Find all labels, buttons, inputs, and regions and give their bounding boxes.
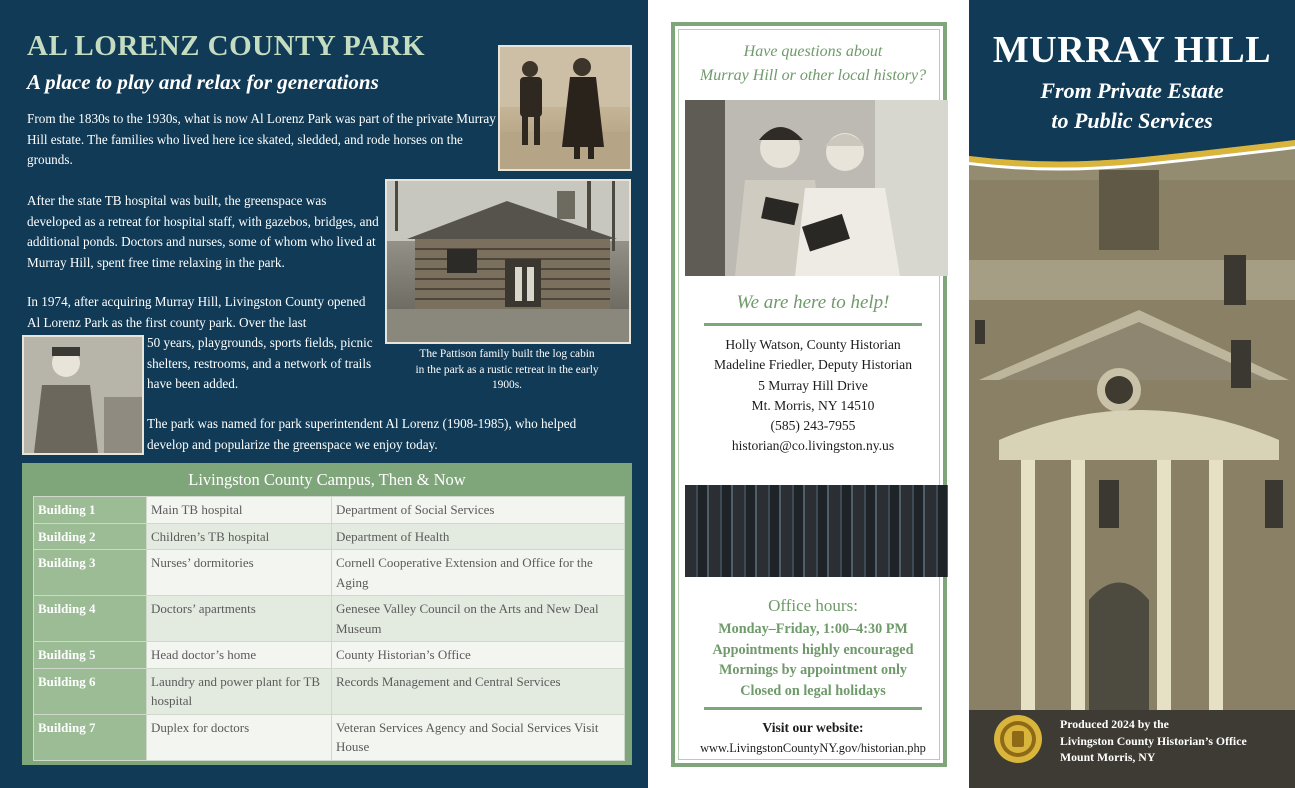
building-cell: Building 5	[34, 642, 147, 669]
bookshelf-photo	[685, 485, 948, 577]
questions-heading	[679, 40, 947, 88]
then-use-cell: Head doctor’s home	[147, 642, 332, 669]
produced-by-note	[1060, 716, 1247, 766]
building-cell: Building 2	[34, 523, 147, 550]
table-row	[34, 550, 625, 596]
contact-line: (585) 243-7955	[770, 418, 856, 434]
campus-table-box	[22, 463, 632, 765]
then-use-cell: Main TB hospital	[147, 497, 332, 524]
contact-line: Mt. Morris, NY 14510	[751, 397, 875, 413]
divider-line-2	[704, 707, 922, 710]
now-use-cell: Department of Social Services	[332, 497, 625, 524]
then-use-cell: Children’s TB hospital	[147, 523, 332, 550]
table-row	[34, 714, 625, 760]
now-use-cell: County Historian’s Office	[332, 642, 625, 669]
questions-line-2: Murray Hill or other local history?	[699, 67, 927, 84]
visit-website-label: Visit our website:	[762, 720, 864, 735]
office-hours-line: Closed on legal holidays	[740, 682, 886, 699]
ice-skaters-photo	[498, 45, 632, 171]
contact-line: 5 Murray Hill Drive	[758, 377, 868, 393]
cover-subtitle-line-2: to Public Services	[1051, 108, 1213, 133]
table-row	[34, 642, 625, 669]
then-use-cell: Duplex for doctors	[147, 714, 332, 760]
then-use-cell: Nurses’ dormitories	[147, 550, 332, 596]
website-link[interactable]: www.LivingstonCountyNY.gov/historian.php	[700, 741, 926, 755]
table-row	[34, 596, 625, 642]
cabin-photo-caption: The Pattison family built the log cabin in the park as a rustic retreat in the early 1900s.	[415, 348, 599, 391]
park-subtitle: A place to play and relax for generations	[27, 70, 379, 94]
cover-subtitle-line-1: From Private Estate	[1040, 78, 1224, 103]
office-hours-title: Office hours:	[768, 596, 858, 615]
history-paragraph-4: The park was named for park superintendent Al Lorenz (1908-1985), who helped develop and popularize the greenspace we enjoy today.	[147, 416, 577, 452]
office-hours-line: Mornings by appointment only	[718, 662, 908, 678]
building-cell: Building 3	[34, 550, 147, 596]
produced-line: Livingston County Historian’s Office	[1060, 733, 1247, 748]
help-heading: We are here to help!	[736, 292, 890, 313]
campus-table-title: Livingston County Campus, Then & Now	[188, 470, 466, 489]
office-hours-list	[679, 619, 947, 701]
produced-line: Mount Morris, NY	[1060, 750, 1156, 764]
email-address[interactable]: historian@co.livingston.ny.us	[731, 438, 895, 454]
al-lorenz-portrait-photo	[22, 335, 144, 455]
cover-subtitle	[969, 76, 1295, 136]
office-hours-line: Monday–Friday, 1:00–4:30 PM	[718, 621, 908, 637]
women-reading-photo	[685, 100, 948, 276]
produced-line: Produced 2024 by the	[1060, 717, 1169, 731]
now-use-cell: Cornell Cooperative Extension and Office for the Aging	[332, 550, 625, 596]
contact-panel	[671, 22, 947, 767]
now-use-cell: Genesee Valley Council on the Arts and New Deal Museum	[332, 596, 625, 642]
contact-line: Madeline Friedler, Deputy Historian	[713, 357, 913, 373]
contact-info	[679, 335, 947, 457]
contact-panel-inner-border	[678, 29, 940, 760]
history-paragraph-1: From the 1830s to the 1930s, what is now Al Lorenz Park was part of the private Murray Hill estate. The families who lived here ice skated, sledded, and rode horses on the grounds.	[27, 111, 496, 167]
cover-panel	[969, 0, 1295, 788]
building-cell: Building 1	[34, 497, 147, 524]
now-use-cell: Records Management and Central Services	[332, 668, 625, 714]
then-use-cell: Doctors’ apartments	[147, 596, 332, 642]
table-row	[34, 523, 625, 550]
building-cell: Building 6	[34, 668, 147, 714]
now-use-cell: Veteran Services Agency and Social Services Visit House	[332, 714, 625, 760]
cover-title: MURRAY HILL	[992, 29, 1272, 71]
now-use-cell: Department of Health	[332, 523, 625, 550]
office-hours-line: Appointments highly encouraged	[712, 641, 914, 658]
log-cabin-photo	[385, 179, 631, 344]
contact-line: Holly Watson, County Historian	[725, 337, 901, 352]
building-cell: Building 4	[34, 596, 147, 642]
history-paragraph-2: After the state TB hospital was built, the greenspace was developed as a retreat for hospital staff, with gazebos, bridges, and additional ponds. Doctors and nurses, some of whom who lived at Murray Hill, spent free time relaxing in the park.	[27, 193, 379, 270]
building-cell: Building 7	[34, 714, 147, 760]
park-title: AL LORENZ COUNTY PARK	[27, 30, 426, 62]
history-paragraph-3-continued: 50 years, playgrounds, sports fields, picnic shelters, restrooms, and a network of trails have been added.	[147, 335, 373, 391]
campus-table	[33, 496, 625, 761]
table-row	[34, 497, 625, 524]
history-paragraph-3: In 1974, after acquiring Murray Hill, Livingston County opened Al Lorenz Park as the first county park. Over the last	[27, 294, 366, 330]
county-seal-icon	[993, 714, 1043, 764]
divider-line-1	[704, 323, 922, 326]
then-use-cell: Laundry and power plant for TB hospital	[147, 668, 332, 714]
questions-line-1: Have questions about	[743, 43, 883, 60]
table-row	[34, 668, 625, 714]
